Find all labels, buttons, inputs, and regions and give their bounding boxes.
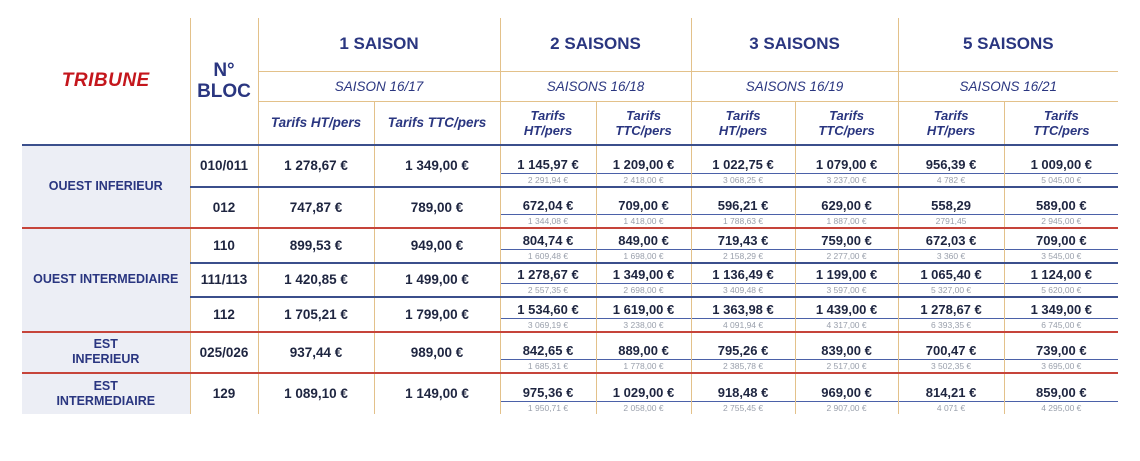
price-ttc: 1 009,00 € [1004,145,1118,173]
col-header-ht [500,101,596,145]
col-header-line: TTC/pers [818,122,875,138]
col-header-line: TTC/pers [1033,122,1090,138]
bloc-number: 112 [190,297,258,332]
total-ht: 3 409,48 € [691,284,795,298]
total-ttc: 3 238,00 € [596,318,691,332]
price-ttc: 709,00 € [1004,228,1118,249]
price-ttc: 1 349,00 € [374,145,500,187]
price-ttc: 1 499,00 € [374,263,500,298]
total-ht: 2 158,29 € [691,249,795,263]
total-ttc: 5 620,00 € [1004,284,1118,298]
total-ttc: 2 907,00 € [795,401,898,414]
col-header-line: Tarifs [530,107,566,123]
price-ht: 558,29 [898,187,1004,215]
total-ttc: 3 545,00 € [1004,249,1118,263]
bloc-number: 012 [190,187,258,229]
price-ttc: 1 124,00 € [1004,263,1118,284]
season-3-title: 3 SAISONS [691,18,898,71]
price-ht: 804,74 € [500,228,596,249]
price-ttc: 1 029,00 € [596,373,691,401]
total-ttc: 2 945,00 € [1004,215,1118,229]
total-ht: 6 393,35 € [898,318,1004,332]
total-ht: 3 502,35 € [898,360,1004,374]
total-ht: 3 068,25 € [691,173,795,187]
price-ttc: 1 439,00 € [795,297,898,318]
total-ttc: 3 237,00 € [795,173,898,187]
total-ht: 4 071 € [898,401,1004,414]
total-ttc: 2 517,00 € [795,360,898,374]
tribune-group-label: OUEST INFERIEUR [22,145,190,228]
total-ht: 1 788,63 € [691,215,795,229]
price-ttc: 589,00 € [1004,187,1118,215]
total-ttc: 1 418,00 € [596,215,691,229]
price-ht: 700,47 € [898,332,1004,360]
price-ttc: 889,00 € [596,332,691,360]
price-ht: 719,43 € [691,228,795,249]
price-ht: 899,53 € [258,228,374,263]
price-ht: 1 145,97 € [500,145,596,173]
total-ttc: 1 887,00 € [795,215,898,229]
price-ht: 1 278,67 € [898,297,1004,318]
bloc-number: 129 [190,373,258,414]
price-ttc: 969,00 € [795,373,898,401]
tribune-header: TRIBUNE [61,70,150,91]
col-header-ht: Tarifs HT/pers [258,101,374,145]
total-ttc: 2 058,00 € [596,401,691,414]
col-header-ht [898,101,1004,145]
col-header-ttc [1004,101,1118,145]
tribune-group-label [22,332,190,374]
season-5-period: SAISONS 16/21 [898,71,1118,101]
price-ttc: 759,00 € [795,228,898,249]
price-ht: 1 705,21 € [258,297,374,332]
col-header-ttc: Tarifs TTC/pers [374,101,500,145]
col-header-line: HT/pers [926,122,976,138]
price-ttc: 1 199,00 € [795,263,898,284]
total-ht: 4 782 € [898,173,1004,187]
price-ht: 596,21 € [691,187,795,215]
col-header-line: Tarifs [829,107,864,123]
price-ttc: 949,00 € [374,228,500,263]
price-ht: 842,65 € [500,332,596,360]
price-ttc: 1 349,00 € [596,263,691,284]
season-1-period: SAISON 16/17 [258,71,500,101]
tribune-line: INTERMEDIAIRE [56,393,156,408]
price-ttc: 1 349,00 € [1004,297,1118,318]
total-ht: 4 091,94 € [691,318,795,332]
tribune-group-label: OUEST INTERMEDIAIRE [22,228,190,332]
price-ht: 975,36 € [500,373,596,401]
total-ttc: 5 045,00 € [1004,173,1118,187]
season-2-period: SAISONS 16/18 [500,71,691,101]
total-ht: 2 557,35 € [500,284,596,298]
price-ht: 672,04 € [500,187,596,215]
total-ht: 1 950,71 € [500,401,596,414]
bloc-number: 110 [190,228,258,263]
total-ht: 5 327,00 € [898,284,1004,298]
price-ht: 672,03 € [898,228,1004,249]
price-ht: 1 420,85 € [258,263,374,298]
price-ttc: 1 149,00 € [374,373,500,414]
price-ht: 937,44 € [258,332,374,374]
price-ht: 956,39 € [898,145,1004,173]
tribune-line: EST [93,378,118,393]
total-ht: 2 385,78 € [691,360,795,374]
tribune-group-label [22,373,190,414]
price-ttc: 849,00 € [596,228,691,249]
total-ht: 3 069,19 € [500,318,596,332]
total-ht: 2 291,94 € [500,173,596,187]
price-ttc: 989,00 € [374,332,500,374]
season-2-title: 2 SAISONS [500,18,691,71]
price-ht: 1 022,75 € [691,145,795,173]
total-ht: 2791,45 [898,215,1004,229]
total-ht: 1 685,31 € [500,360,596,374]
total-ttc: 2 418,00 € [596,173,691,187]
price-ht: 1 534,60 € [500,297,596,318]
col-header-ht [691,101,795,145]
price-table [22,18,1118,414]
total-ttc: 2 277,00 € [795,249,898,263]
col-header-line: Tarifs [1043,107,1079,123]
price-ttc: 629,00 € [795,187,898,215]
bloc-number: 025/026 [190,332,258,374]
col-header-ttc [795,101,898,145]
bloc-header [190,18,258,145]
bloc-number: 111/113 [190,263,258,298]
total-ttc: 4 317,00 € [795,318,898,332]
price-ttc: 1 619,00 € [596,297,691,318]
total-ht: 1 609,48 € [500,249,596,263]
tribune-line: INFERIEUR [72,352,140,367]
tribune-line: EST [93,337,118,352]
col-header-line: TTC/pers [615,122,672,138]
price-ttc: 1 079,00 € [795,145,898,173]
season-3-period: SAISONS 16/19 [691,71,898,101]
col-header-line: HT/pers [523,122,573,138]
col-header-ttc [596,101,691,145]
col-header-line: Tarifs [626,107,661,123]
price-ttc: 859,00 € [1004,373,1118,401]
col-header-line: Tarifs [933,107,969,123]
col-header-line: Tarifs [725,107,761,123]
total-ttc: 1 778,00 € [596,360,691,374]
price-ttc: 739,00 € [1004,332,1118,360]
price-ht: 747,87 € [258,187,374,229]
price-ttc: 839,00 € [795,332,898,360]
total-ttc: 3 695,00 € [1004,360,1118,374]
total-ttc: 1 698,00 € [596,249,691,263]
total-ttc: 2 698,00 € [596,284,691,298]
season-5-title: 5 SAISONS [898,18,1118,71]
total-ttc: 4 295,00 € [1004,401,1118,414]
price-ht: 1 089,10 € [258,373,374,414]
total-ht: 1 344,08 € [500,215,596,229]
total-ht: 3 360 € [898,249,1004,263]
price-ttc: 1 209,00 € [596,145,691,173]
price-ht: 1 065,40 € [898,263,1004,284]
total-ttc: 6 745,00 € [1004,318,1118,332]
price-ht: 1 278,67 € [258,145,374,187]
price-ht: 795,26 € [691,332,795,360]
bloc-header-line2: BLOC [197,81,251,102]
col-header-line: HT/pers [718,122,768,138]
total-ttc: 3 597,00 € [795,284,898,298]
price-ttc: 1 799,00 € [374,297,500,332]
price-ttc: 709,00 € [596,187,691,215]
bloc-header-line1: N° [213,60,235,81]
price-ttc: 789,00 € [374,187,500,229]
price-ht: 814,21 € [898,373,1004,401]
bloc-number: 010/011 [190,145,258,187]
price-ht: 1 136,49 € [691,263,795,284]
season-1-title: 1 SAISON [258,18,500,71]
total-ht: 2 755,45 € [691,401,795,414]
price-ht: 1 363,98 € [691,297,795,318]
price-ht: 918,48 € [691,373,795,401]
price-ht: 1 278,67 € [500,263,596,284]
